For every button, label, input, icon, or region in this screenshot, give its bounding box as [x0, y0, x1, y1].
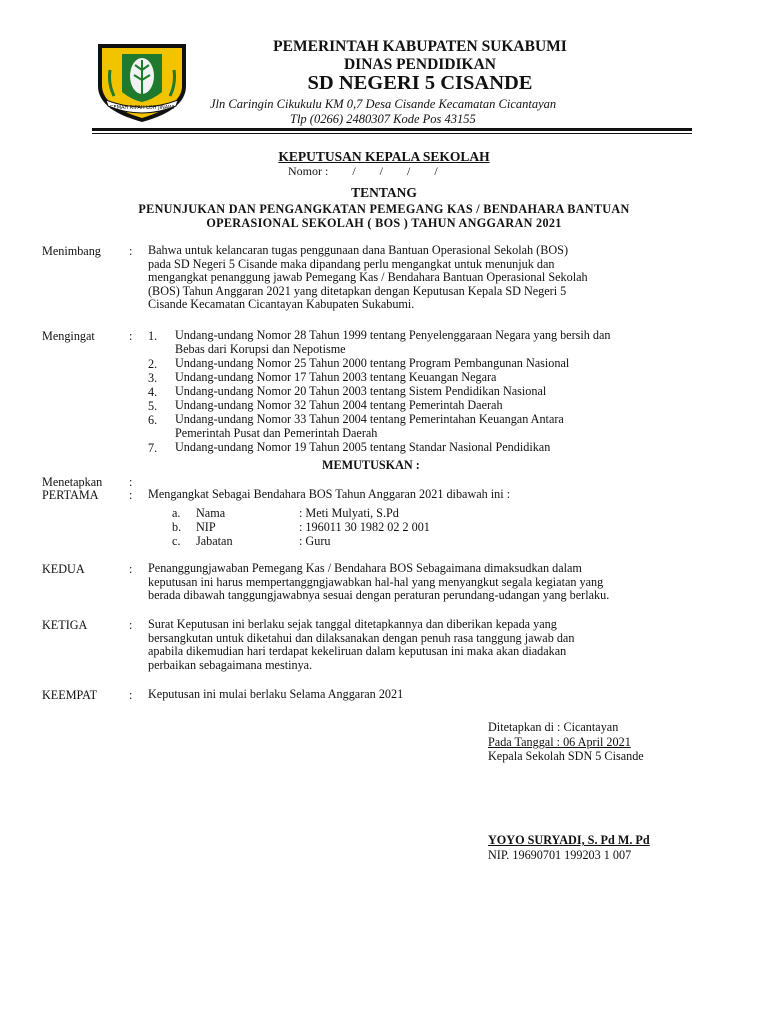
ketiga-label: KETIGA — [42, 618, 88, 632]
field-letter: b. — [172, 520, 182, 534]
mengingat-num: 3. — [148, 371, 158, 385]
field-key: NIP — [196, 520, 216, 534]
mengingat-num: 5. — [148, 399, 158, 413]
mengingat-item: Undang-undang Nomor 19 Tahun 2005 tentang Standar Nasional Pendidikan — [175, 440, 551, 454]
school-phone: Tlp (0266) 2480307 Kode Pos 43155 — [290, 112, 476, 126]
signature-place: Ditetapkan di : Cicantayan — [488, 720, 619, 734]
field-key: Nama — [196, 506, 226, 520]
field-letter: a. — [172, 506, 181, 520]
kedua-colon: : — [129, 562, 133, 576]
decree-heading: KEPUTUSAN KEPALA SEKOLAH — [278, 149, 490, 164]
school-address: Jln Caringin Cikukulu KM 0,7 Desa Cisande Kecamatan Cicantayan — [210, 97, 557, 111]
mengingat-item: Undang-undang Nomor 20 Tahun 2003 tentang Sistem Pendidikan Nasional — [175, 384, 547, 398]
signatory-nip: NIP. 19690701 199203 1 007 — [488, 848, 632, 862]
subject-line1: PENUNJUKAN DAN PENGANGKATAN PEMEGANG KAS / BENDAHARA BANTUAN — [138, 202, 630, 216]
keempat-colon: : — [129, 688, 133, 702]
kedua-text: Penanggungjawaban Pemegang Kas / Bendahara BOS Sebagaimana dimaksudkan dalam keputusan ini harus mempertanggngjawabkan hal-hal yang menyangkut segala kegiatan yang berada dibawah tanggungjawabnya sesuai dengan peraturan perundang-udangan yang berlaku. — [148, 561, 610, 603]
signatory-name: YOYO SURYADI, S. Pd M. Pd — [488, 833, 650, 847]
letterhead-divider — [92, 128, 692, 134]
mengingat-colon: : — [129, 329, 133, 343]
letterhead-line2: DINAS PENDIDIKAN — [343, 56, 496, 73]
ketiga-text: Surat Keputusan ini berlaku sejak tanggal ditetapkannya dan diberikan kepada yang bersangkutan untuk diketahui dan dilaksanakan dengan penuh rasa tanggung jawab dan apabila dikemudian hari terdapat kekeliruan dalam keputusan ini maka akan diadakan perbaikan sebagaimana mestinya. — [148, 617, 575, 672]
letterhead-line1: PEMERINTAH KABUPATEN SUKABUMI — [273, 38, 567, 55]
tentang-heading: TENTANG — [351, 185, 417, 200]
mengingat-num: 4. — [148, 385, 158, 399]
logo-motto-text: GEMAH RIPAH LOH JINAWI — [109, 105, 175, 111]
decree-number: Nomor : / / / / — [288, 164, 438, 178]
menimbang-text: Bahwa untuk kelancaran tugas penggunaan dana Bantuan Operasional Sekolah (BOS) pada SD Negeri 5 Cisande maka dipandang perlu mengangkat untuk menunjuk dan mengangkat penanggung jawab Pemegang Kas / Bendahara Bantuan Operasional Sekolah (BOS) Tahun Anggaran 2021 yang ditetapkan dengan Keputusan Kepala SD Negeri 5 Cisande Kecamatan Cicantayan Kabupaten Sukabumi. — [148, 243, 588, 312]
pertama-label: PERTAMA — [42, 488, 99, 502]
field-value: : Guru — [299, 534, 331, 548]
memutuskan-heading: MEMUTUSKAN : — [322, 458, 420, 472]
signature-date: Pada Tanggal : 06 April 2021 — [488, 735, 631, 749]
mengingat-num: 2. — [148, 357, 158, 371]
menetapkan-colon: : — [129, 475, 133, 489]
mengingat-item: Undang-undang Nomor 28 Tahun 1999 tentang Penyelenggaraan Negara yang bersih dan Bebas dari Korupsi dan Nepotisme — [175, 328, 611, 356]
field-key: Jabatan — [196, 534, 233, 548]
field-value: : Meti Mulyati, S.Pd — [299, 506, 399, 520]
keempat-text: Keputusan ini mulai berlaku Selama Anggaran 2021 — [148, 687, 404, 701]
menimbang-colon: : — [129, 244, 133, 258]
field-letter: c. — [172, 534, 181, 548]
mengingat-num: 1. — [148, 329, 158, 343]
mengingat-num: 6. — [148, 413, 158, 427]
signature-position: Kepala Sekolah SDN 5 Cisande — [488, 749, 644, 763]
mengingat-num: 7. — [148, 441, 158, 455]
subject-line2: OPERASIONAL SEKOLAH ( BOS ) TAHUN ANGGARAN 2021 — [206, 216, 562, 230]
school-name: SD NEGERI 5 CISANDE — [307, 72, 533, 94]
field-value: : 196011 30 1982 02 2 001 — [299, 520, 430, 534]
mengingat-label: Mengingat — [42, 329, 95, 343]
menetapkan-label: Menetapkan — [42, 475, 103, 489]
keempat-label: KEEMPAT — [42, 688, 98, 702]
mengingat-item: Undang-undang Nomor 17 Tahun 2003 tentang Keuangan Negara — [175, 370, 497, 384]
ketiga-colon: : — [129, 618, 133, 632]
mengingat-item: Undang-undang Nomor 32 Tahun 2004 tentang Pemerintah Daerah — [175, 398, 503, 412]
pertama-text: Mengangkat Sebagai Bendahara BOS Tahun Anggaran 2021 dibawah ini : — [148, 487, 511, 501]
menimbang-label: Menimbang — [42, 244, 101, 258]
mengingat-item: Undang-undang Nomor 33 Tahun 2004 tentang Pemerintahan Keuangan Antara Pemerintah Pusat dan Pemerintah Daerah — [175, 412, 564, 440]
mengingat-item: Undang-undang Nomor 25 Tahun 2000 tentang Program Pembangunan Nasional — [175, 356, 570, 370]
kedua-label: KEDUA — [42, 562, 85, 576]
pertama-colon: : — [129, 488, 133, 502]
